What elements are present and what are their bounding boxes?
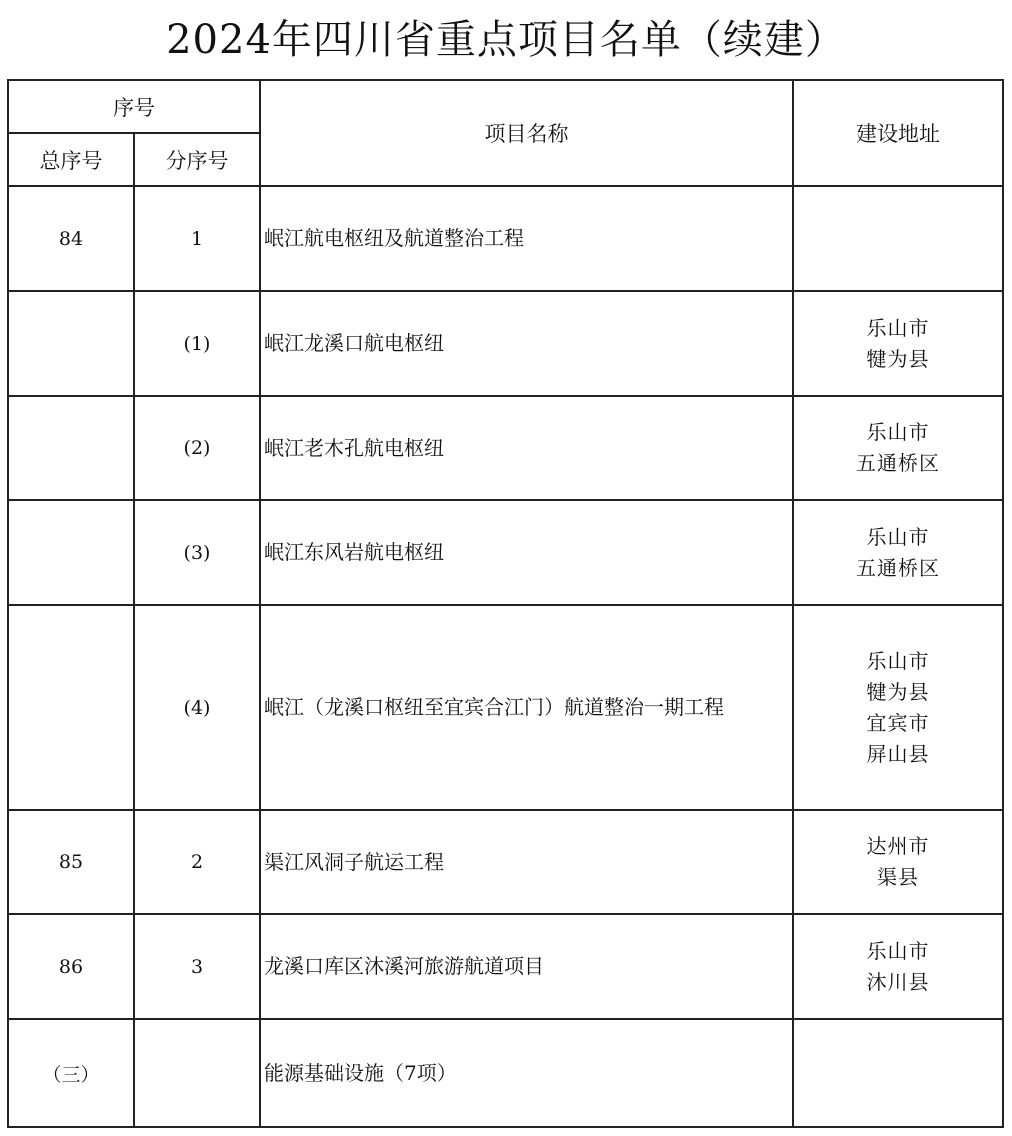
location-line: 乐山市 <box>866 315 930 340</box>
table-row <box>8 810 1003 914</box>
table-row <box>8 914 1003 1019</box>
location-cell <box>793 605 1003 810</box>
location-line: 宜宾市 <box>866 710 930 735</box>
location-line: 乐山市 <box>866 938 930 963</box>
table-row <box>8 396 1003 500</box>
location-line: 犍为县 <box>866 679 930 704</box>
sub-seq-cell: 2 <box>134 810 260 914</box>
sub-seq-cell: (1) <box>134 291 260 396</box>
table-row <box>8 500 1003 605</box>
header-total-seq: 总序号 <box>8 133 134 186</box>
header-row-top <box>8 80 1003 133</box>
location-line: 达州市 <box>866 834 930 858</box>
sub-seq-cell: (3) <box>134 500 260 605</box>
table-row <box>8 186 1003 291</box>
project-name-cell: 岷江航电枢纽及航道整治工程 <box>260 186 793 291</box>
header-seq-group: 序号 <box>8 80 260 133</box>
sub-seq-cell <box>134 1019 260 1127</box>
page-title: 2024年四川省重点项目名单（续建） <box>166 17 846 63</box>
project-name-cell: 龙溪口库区沐溪河旅游航道项目 <box>260 914 793 1019</box>
project-name-cell: 岷江东风岩航电枢纽 <box>260 500 793 605</box>
header-location: 建设地址 <box>793 80 1003 186</box>
location-cell <box>793 500 1003 605</box>
location-line: 渠县 <box>877 865 919 889</box>
location-line: 犍为县 <box>866 346 930 371</box>
location-cell <box>793 396 1003 500</box>
sub-seq-cell: (4) <box>134 605 260 810</box>
location-line: 五通桥区 <box>856 555 940 580</box>
total-seq-cell: （三） <box>8 1019 134 1127</box>
location-line: 五通桥区 <box>856 451 940 475</box>
project-name-cell: 岷江老木孔航电枢纽 <box>260 396 793 500</box>
table-row <box>8 605 1003 810</box>
table-row <box>8 1019 1003 1127</box>
project-table <box>7 79 1004 1128</box>
project-name-cell: 能源基础设施（7项） <box>260 1019 793 1127</box>
location-cell <box>793 914 1003 1019</box>
location-cell <box>793 810 1003 914</box>
location-line: 乐山市 <box>866 648 930 673</box>
project-name-cell: 渠江风洞子航运工程 <box>260 810 793 914</box>
sub-seq-cell: 1 <box>134 186 260 291</box>
location-cell <box>793 291 1003 396</box>
location-cell <box>793 1019 1003 1127</box>
sub-seq-cell: 3 <box>134 914 260 1019</box>
total-seq-cell <box>8 291 134 396</box>
sub-seq-cell: (2) <box>134 396 260 500</box>
table-row <box>8 291 1003 396</box>
location-line: 乐山市 <box>866 524 930 549</box>
location-cell <box>793 186 1003 291</box>
total-seq-cell <box>8 396 134 500</box>
total-seq-cell <box>8 500 134 605</box>
header-sub-seq: 分序号 <box>134 133 260 186</box>
total-seq-cell: 84 <box>8 186 134 291</box>
project-name-cell: 岷江龙溪口航电枢纽 <box>260 291 793 396</box>
header-project-name: 项目名称 <box>260 80 793 186</box>
total-seq-cell: 85 <box>8 810 134 914</box>
location-line: 屏山县 <box>866 741 930 766</box>
location-line: 乐山市 <box>866 420 930 444</box>
location-line: 沐川县 <box>866 969 930 994</box>
total-seq-cell: 86 <box>8 914 134 1019</box>
total-seq-cell <box>8 605 134 810</box>
project-name-cell: 岷江（龙溪口枢纽至宜宾合江门）航道整治一期工程 <box>260 605 793 810</box>
